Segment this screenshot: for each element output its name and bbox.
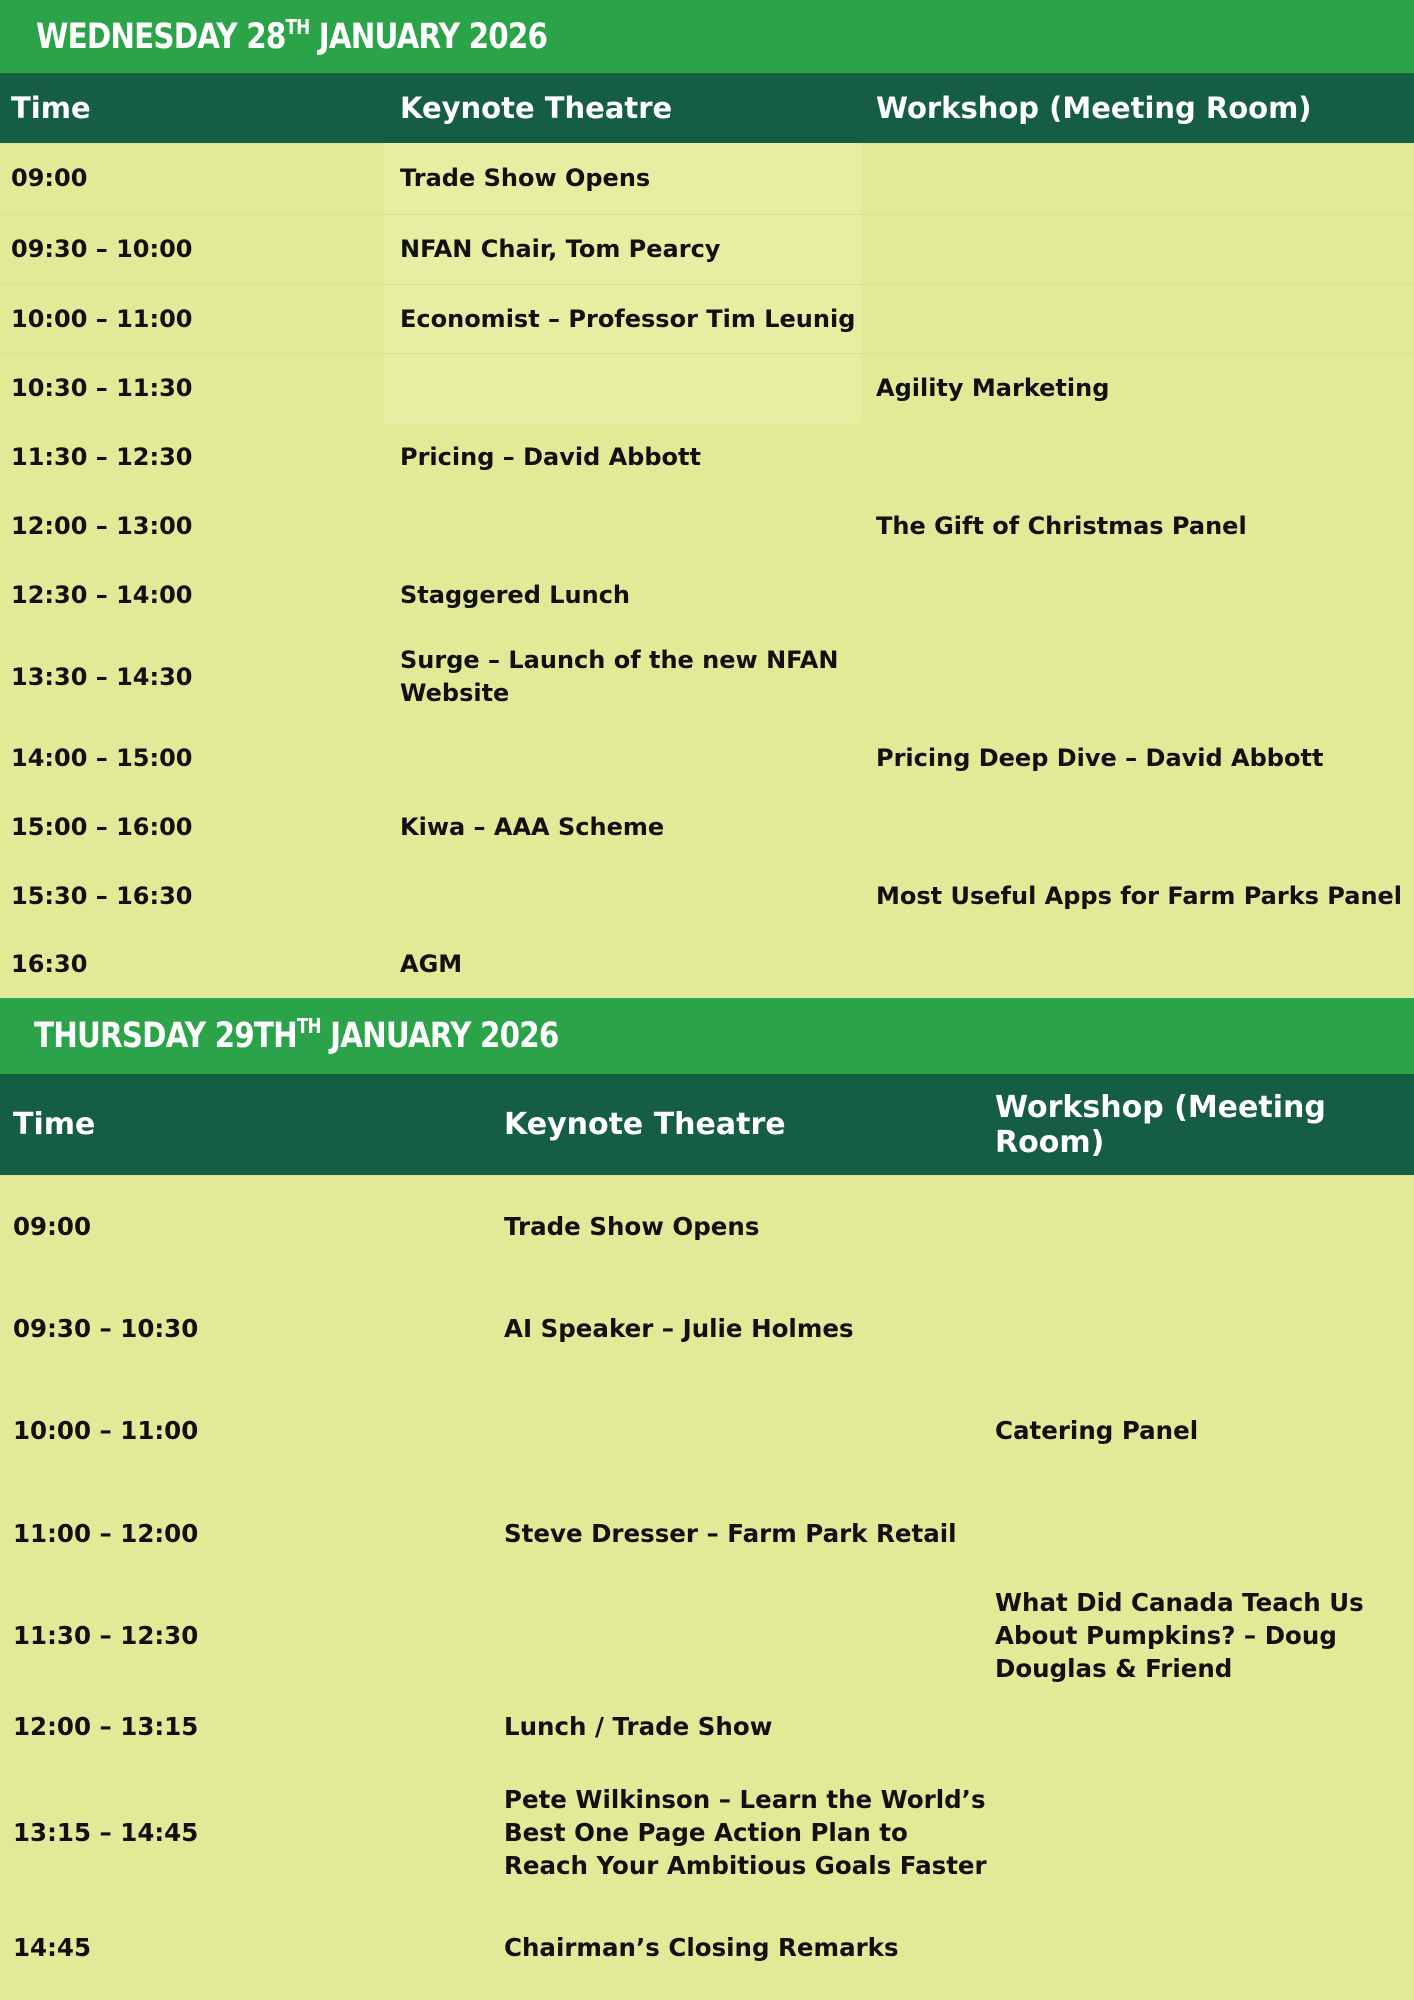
schedule-row (0, 423, 1414, 492)
schedule-row (0, 561, 1414, 630)
day-banner-thursday (0, 998, 1414, 1074)
day-heading-date: THURSDAY 29TH (34, 1016, 297, 1056)
day-heading-month: JANUARY 2026 (330, 1016, 559, 1056)
schedule-row (0, 285, 1414, 354)
column-header-time: Time (11, 91, 91, 125)
keynote-cell: Lunch / Trade Show (504, 1711, 773, 1741)
thursday-schedule (0, 998, 1414, 1996)
keynote-cell: Pricing – David Abbott (400, 443, 701, 471)
time-cell: 14:00 – 15:00 (11, 744, 193, 772)
keynote-cell (384, 354, 861, 423)
keynote-cell: Trade Show Opens (384, 143, 861, 214)
keynote-cell: Staggered Lunch (400, 581, 631, 609)
time-cell: 14:45 (13, 1933, 91, 1962)
time-cell: 12:00 – 13:00 (11, 512, 193, 540)
time-cell: 11:30 – 12:30 (11, 443, 193, 471)
workshop-cell: The Gift of Christmas Panel (876, 512, 1247, 540)
time-cell: 10:00 – 11:00 (11, 304, 193, 333)
schedule-row (0, 862, 1414, 931)
column-header-keynote: Keynote Theatre (504, 1107, 786, 1142)
workshop-cell: Agility Marketing (876, 374, 1110, 402)
day-heading-month: JANUARY 2026 (318, 16, 548, 57)
schedule-row (0, 215, 1414, 285)
schedule-row (0, 492, 1414, 561)
time-cell: 09:30 – 10:00 (11, 235, 193, 263)
time-cell: 11:30 – 12:30 (13, 1621, 199, 1650)
time-cell: 15:30 – 16:30 (11, 882, 193, 910)
workshop-cell: Catering Panel (995, 1416, 1199, 1445)
day-heading-suffix: TH (285, 14, 310, 39)
schedule-row (0, 1379, 1414, 1482)
wednesday-schedule (0, 0, 1414, 998)
workshop-cell: Most Useful Apps for Farm Parks Panel (876, 882, 1403, 910)
time-cell: 13:30 – 14:30 (11, 662, 193, 691)
schedule-row (0, 793, 1414, 862)
column-header-workshop: Workshop (Meeting Room) (876, 91, 1312, 125)
column-header-keynote: Keynote Theatre (400, 91, 673, 125)
schedule-row (0, 1765, 1414, 1899)
schedule-row (0, 1584, 1414, 1687)
keynote-cell: Surge – Launch of the new NFAN Website (400, 646, 839, 707)
time-cell: 09:30 – 10:30 (13, 1313, 199, 1343)
column-header-time: Time (13, 1107, 96, 1142)
column-header-workshop: Workshop (Meeting Room) (995, 1089, 1326, 1160)
day-banner-wednesday (0, 0, 1414, 73)
schedule-row (0, 143, 1414, 215)
schedule-row (0, 1277, 1414, 1379)
day-heading-suffix: TH (296, 1014, 321, 1038)
schedule-row (0, 724, 1414, 793)
keynote-cell: Trade Show Opens (504, 1211, 760, 1241)
day-heading-date: WEDNESDAY 28 (36, 16, 286, 57)
time-cell: 11:00 – 12:00 (13, 1518, 199, 1548)
time-cell: 12:30 – 14:00 (11, 581, 193, 609)
schedule-row (0, 1482, 1414, 1584)
day-heading (36, 14, 548, 57)
time-cell: 16:30 (11, 950, 88, 978)
time-cell: 10:30 – 11:30 (11, 374, 193, 402)
keynote-cell: NFAN Chair, Tom Pearcy (384, 215, 861, 284)
time-cell: 15:00 – 16:00 (11, 813, 193, 841)
time-cell: 13:15 – 14:45 (13, 1817, 199, 1847)
schedule-row (0, 1899, 1414, 1996)
schedule-row (0, 630, 1414, 724)
keynote-cell: Economist – Professor Tim Leunig (384, 285, 861, 353)
table-header (0, 73, 1414, 143)
day-heading (34, 1016, 558, 1056)
time-cell: 12:00 – 13:15 (13, 1711, 199, 1741)
schedule-row (0, 931, 1414, 998)
time-cell: 10:00 – 11:00 (13, 1416, 199, 1445)
workshop-cell: What Did Canada Teach Us About Pumpkins? – Doug Douglas & Friend (995, 1588, 1364, 1683)
keynote-cell: AGM (400, 950, 463, 978)
keynote-cell: Chairman’s Closing Remarks (504, 1933, 899, 1962)
schedule-row (0, 1687, 1414, 1765)
table-header (0, 1074, 1414, 1175)
time-cell: 09:00 (11, 164, 88, 192)
workshop-cell: Pricing Deep Dive – David Abbott (876, 744, 1324, 772)
keynote-cell: Steve Dresser – Farm Park Retail (504, 1518, 957, 1548)
keynote-cell: Kiwa – AAA Scheme (400, 813, 665, 841)
keynote-cell: Pete Wilkinson – Learn the World’s Best One Page Action Plan to Reach Your Ambitious Goals Faster (504, 1784, 987, 1880)
time-cell: 09:00 (13, 1211, 91, 1241)
schedule-row (0, 1175, 1414, 1277)
keynote-cell: AI Speaker – Julie Holmes (504, 1313, 854, 1343)
schedule-row (0, 354, 1414, 423)
